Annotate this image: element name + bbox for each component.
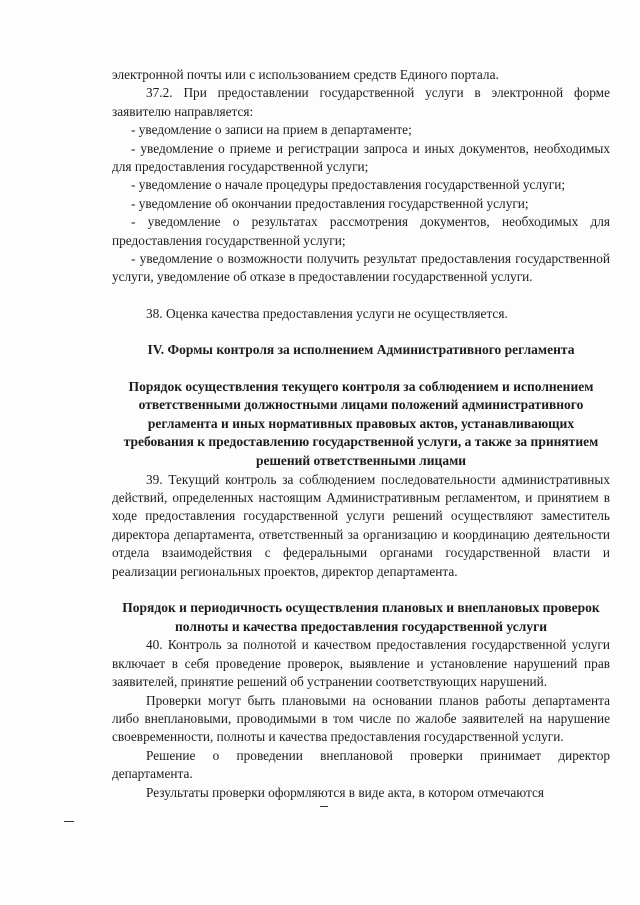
paragraph: - уведомление о начале процедуры предоставления государственной услуги; <box>131 177 566 193</box>
paragraph: Результаты проверки оформляются в виде акта, в котором отмечаются <box>146 784 545 800</box>
paragraph-spacer <box>112 323 610 341</box>
paragraph-spacer <box>112 360 610 378</box>
document-body <box>112 66 610 802</box>
paragraph: - уведомление о результатах рассмотрения документов, необходимых для предоставления государственной услуги; <box>112 214 610 248</box>
paragraph: 37.2. При предоставлении государственной услуги в электронной форме заявителю направляется: <box>112 85 610 119</box>
paragraph: 38. Оценка качества предоставления услуги не осуществляется. <box>146 305 508 321</box>
scan-mark <box>64 821 74 822</box>
section-heading: IV. Формы контроля за исполнением Административного регламента <box>147 342 575 358</box>
paragraph: 40. Контроль за полнотой и качеством предоставления государственной услуги включает в себя проведение проверок, выявление и установление нарушений прав заявителей, принятие решений об устранении соответствующих нарушений. <box>112 637 610 690</box>
subsection-heading: Порядок осуществления текущего контроля за соблюдением и исполнением ответственными должностными лицами положений административного регламента и иных нормативных правовых актов, устанавливающих требования к предоставлению государственной услуги, а также за принятием решений ответственными лицами <box>123 378 599 469</box>
subsection-heading: Порядок и периодичность осуществления плановых и внеплановых проверок полноты и качества предоставления государственной услуги <box>122 600 600 634</box>
paragraph: - уведомление об окончании предоставления государственной услуги; <box>131 195 529 211</box>
paragraph-spacer <box>112 287 610 305</box>
paragraph: Решение о проведении внеплановой проверки принимает директор департамента. <box>112 747 610 782</box>
paragraph: - уведомление о записи на прием в департаменте; <box>131 122 412 138</box>
paragraph: - уведомление о возможности получить результат предоставления государственной услуги, уведомление об отказе в предоставлении государственной услуги. <box>112 251 610 285</box>
scan-mark <box>320 806 328 807</box>
paragraph: электронной почты или с использованием средств Единого портала. <box>112 67 499 82</box>
paragraph: Проверки могут быть плановыми на основании планов работы департамента либо внеплановыми, проводимыми в том числе по жалобе заявителей на нарушение своевременности, полноты и качества предоставления государственной услуги. <box>112 692 610 745</box>
paragraph: - уведомление о приеме и регистрации запроса и иных документов, необходимых для предоставления государственной услуги; <box>112 140 610 175</box>
paragraph-spacer <box>112 581 610 599</box>
paragraph: 39. Текущий контроль за соблюдением последовательности административных действий, определенных настоящим Административным регламентом, и принятием в ходе предоставления государственной услуги решений осуществляют заместитель директора департамента, ответственный за организацию и координацию деятельности отдела взаимодействия с федеральными органами государственной власти и реализации региональных проектов, директор департамента. <box>112 471 610 579</box>
